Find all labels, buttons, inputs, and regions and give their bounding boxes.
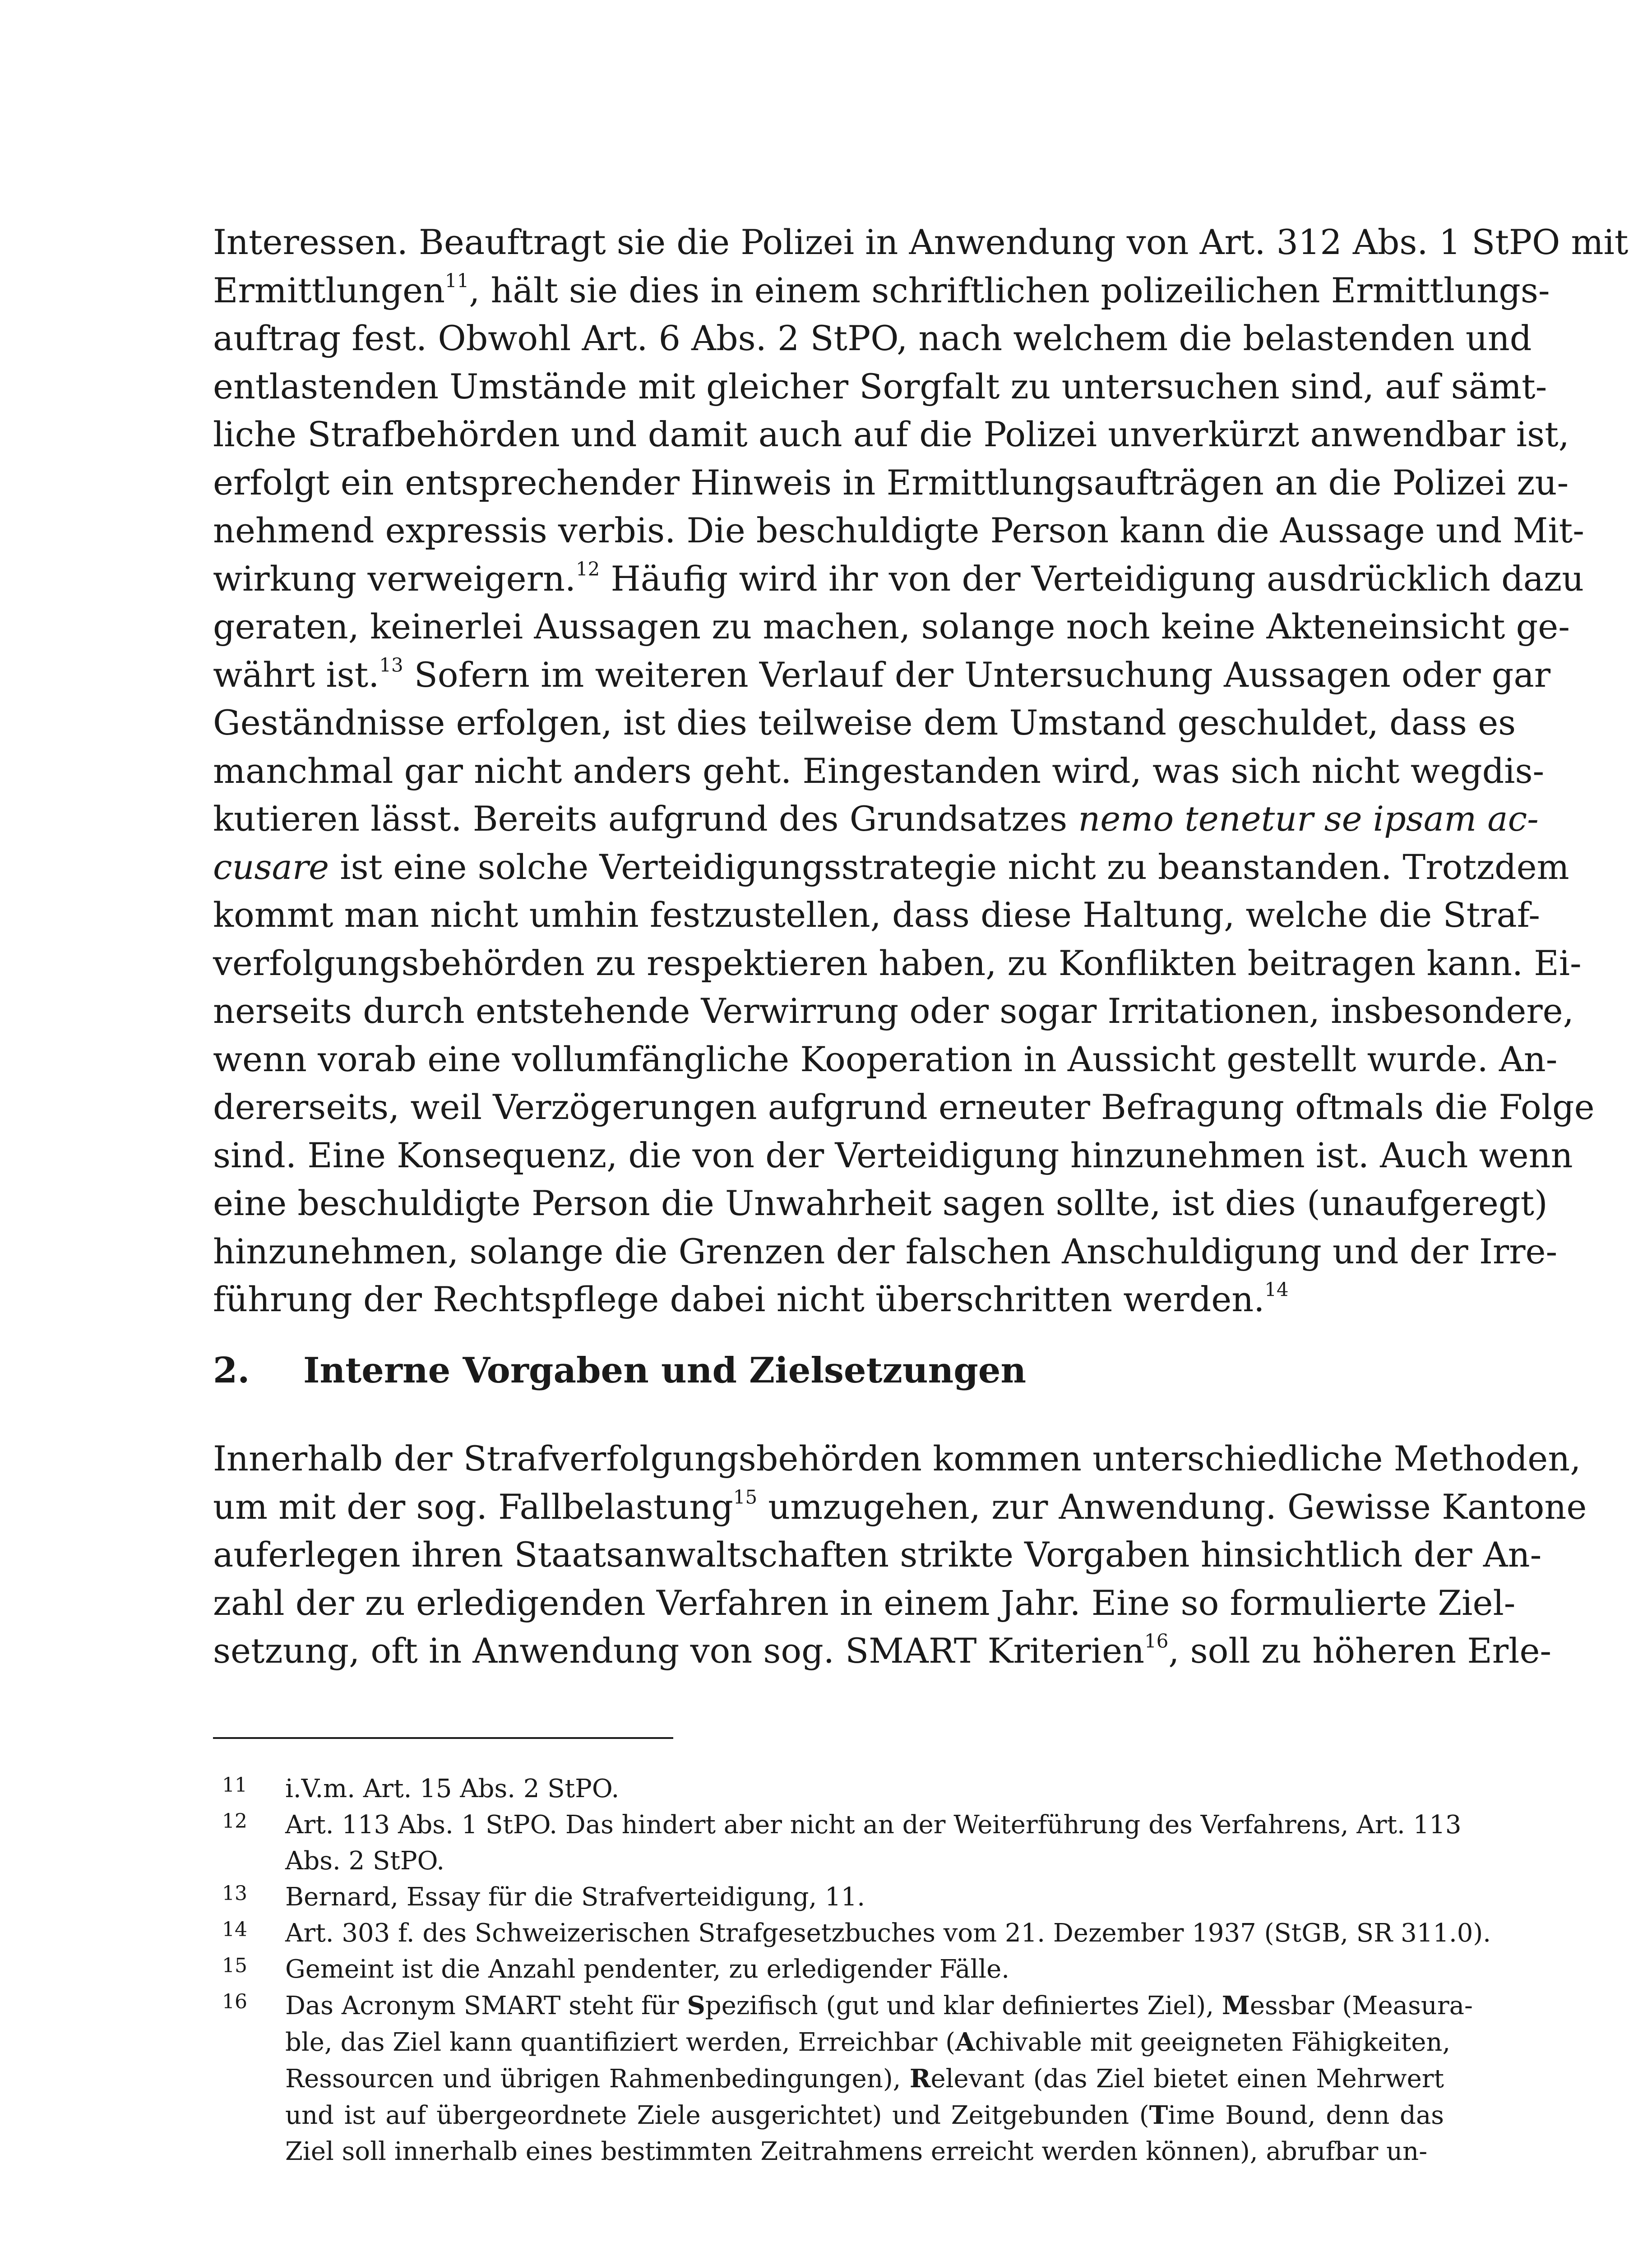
footnote bbox=[213, 1915, 1491, 1951]
bold-letter: M bbox=[1222, 1991, 1250, 2020]
footnote-line bbox=[285, 1988, 1473, 2024]
text-run: führung der Rechtspflege dabei nicht überschritten werden. bbox=[213, 1279, 1265, 1319]
text-line bbox=[213, 1276, 1444, 1324]
footnote-line bbox=[285, 1951, 1444, 1988]
footnote-ref: 12 bbox=[576, 558, 600, 580]
body-paragraph-1 bbox=[213, 218, 1629, 1324]
text-run: wirkung verweigern. bbox=[213, 558, 576, 599]
footnote-number: 15 bbox=[222, 1954, 247, 1977]
text-line bbox=[213, 987, 1574, 1036]
footnote-line bbox=[285, 2134, 1444, 2170]
text-run: verfolgungsbehörden zu respektieren haben, zu Konflikten beitragen kann. Ei- bbox=[213, 943, 1582, 983]
footnote-ref: 13 bbox=[379, 654, 403, 676]
bold-letter: T bbox=[1149, 2100, 1168, 2130]
footnote bbox=[213, 1807, 1462, 1879]
footnote-line bbox=[285, 1807, 1462, 1843]
text-run: zahl der zu erledigenden Verfahren in einem Jahr. Eine so formulierte Ziel- bbox=[213, 1582, 1516, 1623]
text-run: Abs. 2 StPO. bbox=[285, 1846, 445, 1876]
text-run: umzugehen, zur Anwendung. Gewisse Kantone bbox=[757, 1486, 1587, 1527]
text-run: Innerhalb der Strafverfolgungsbehörden kommen unterschiedliche Methoden, bbox=[213, 1438, 1581, 1479]
footnote-number: 12 bbox=[222, 1810, 247, 1833]
text-line bbox=[213, 1531, 1542, 1579]
text-line bbox=[213, 1627, 1552, 1675]
footnote bbox=[213, 1951, 1444, 1988]
text-run: ist eine solche Verteidigungsstrategie nicht zu beanstanden. Trotzdem bbox=[329, 846, 1569, 887]
text-run: i.V.m. Art. 15 Abs. 2 StPO. bbox=[285, 1774, 620, 1803]
text-run: geraten, keinerlei Aussagen zu machen, solange noch keine Akteneinsicht ge- bbox=[213, 606, 1570, 647]
footnote-ref: 11 bbox=[445, 269, 469, 292]
text-line bbox=[213, 1435, 1581, 1483]
text-run: wenn vorab eine vollumfängliche Kooperation in Aussicht gestellt wurde. An- bbox=[213, 1039, 1558, 1079]
text-run: chivable mit geeigneten Fähigkeiten, bbox=[975, 2028, 1451, 2057]
text-line bbox=[213, 363, 1547, 411]
text-run: elevant (das Ziel bietet einen Mehrwert bbox=[930, 2064, 1444, 2094]
body-paragraph-2 bbox=[213, 1435, 1587, 1675]
text-line bbox=[213, 1579, 1516, 1627]
text-line bbox=[213, 603, 1570, 651]
text-line bbox=[213, 1083, 1595, 1132]
footnote-divider bbox=[213, 1737, 673, 1739]
text-line bbox=[213, 1179, 1548, 1228]
text-line bbox=[213, 747, 1545, 795]
text-run: Das Acronym SMART steht für bbox=[285, 1991, 687, 2020]
footnote-line bbox=[285, 1879, 1444, 1915]
footnote-line bbox=[285, 2097, 1444, 2134]
bold-letter: A bbox=[955, 2027, 975, 2057]
text-run: dererseits, weil Verzögerungen aufgrund erneuter Befragung oftmals die Folge bbox=[213, 1087, 1595, 1127]
text-run: währt ist. bbox=[213, 654, 379, 695]
text-run: Ermittlungen bbox=[213, 270, 445, 310]
footnote-number: 14 bbox=[222, 1918, 247, 1941]
text-line bbox=[213, 843, 1569, 892]
text-run: Geständnisse erfolgen, ist dies teilweise dem Umstand geschuldet, dass es bbox=[213, 703, 1516, 743]
text-run: , hält sie dies in einem schriftlichen polizeilichen Ermittlungs- bbox=[469, 270, 1550, 310]
text-line bbox=[213, 1132, 1573, 1180]
text-run: essbar (Measura- bbox=[1249, 1991, 1473, 2020]
text-line bbox=[213, 891, 1540, 939]
text-run: hinzunehmen, solange die Grenzen der falschen Anschuldigung und der Irre- bbox=[213, 1231, 1558, 1271]
text-run: auftrag fest. Obwohl Art. 6 Abs. 2 StPO, nach welchem die belastenden und bbox=[213, 318, 1532, 358]
bold-letter: R bbox=[909, 2064, 931, 2094]
footnote bbox=[213, 1771, 1444, 1807]
text-line bbox=[213, 218, 1629, 267]
text-run: , soll zu höheren Erle- bbox=[1168, 1631, 1552, 1671]
text-run: entlastenden Umstände mit gleicher Sorgfalt zu untersuchen sind, auf sämt- bbox=[213, 366, 1547, 407]
text-line bbox=[213, 411, 1569, 459]
text-line bbox=[213, 1036, 1558, 1084]
text-run: Art. 113 Abs. 1 StPO. Das hindert aber nicht an der Weiterführung des Verfahrens, Art. 113 bbox=[285, 1810, 1462, 1840]
footnote-number: 16 bbox=[222, 1990, 247, 2013]
text-run: nehmend expressis verbis. Die beschuldigte Person kann die Aussage und Mit- bbox=[213, 510, 1584, 550]
text-run: liche Strafbehörden und damit auch auf die Polizei unverkürzt anwendbar ist, bbox=[213, 414, 1569, 454]
text-run: auferlegen ihren Staatsanwaltschaften strikte Vorgaben hinsichtlich der An- bbox=[213, 1535, 1542, 1575]
footnote-line bbox=[285, 2061, 1444, 2097]
text-line bbox=[213, 459, 1569, 507]
text-run: um mit der sog. Fallbelastung bbox=[213, 1486, 733, 1527]
section-heading bbox=[213, 1350, 1026, 1391]
text-run: eine beschuldigte Person die Unwahrheit sagen sollte, ist dies (unaufgeregt) bbox=[213, 1183, 1548, 1223]
text-line bbox=[213, 699, 1516, 747]
footnote-ref: 14 bbox=[1264, 1278, 1289, 1301]
text-line bbox=[213, 1483, 1587, 1531]
footnote-number: 11 bbox=[222, 1774, 247, 1797]
text-run: setzung, oft in Anwendung von sog. SMART Kriterien bbox=[213, 1631, 1145, 1671]
text-run: Ziel soll innerhalb eines bestimmten Zeitrahmens erreicht werden können), abrufbar un- bbox=[285, 2137, 1428, 2166]
bold-letter: S bbox=[687, 1991, 705, 2020]
text-run: sind. Eine Konsequenz, die von der Verteidigung hinzunehmen ist. Auch wenn bbox=[213, 1135, 1573, 1175]
text-run: Art. 303 f. des Schweizerischen Strafgesetzbuches vom 21. Dezember 1937 (StGB, SR 311.0). bbox=[285, 1919, 1491, 1948]
text-run: Interessen. Beauftragt sie die Polizei in Anwendung von Art. 312 Abs. 1 StPO mit bbox=[213, 222, 1629, 262]
text-line bbox=[213, 1228, 1558, 1276]
footnote-ref: 16 bbox=[1144, 1630, 1169, 1652]
text-run: pezifisch (gut und klar definiertes Ziel), bbox=[705, 1991, 1222, 2020]
footnote-line bbox=[285, 1915, 1491, 1951]
italic-text: nemo tenetur se ipsam ac- bbox=[1078, 799, 1539, 839]
text-run: Ressourcen und übrigen Rahmenbedingungen), bbox=[285, 2064, 910, 2094]
text-run: manchmal gar nicht anders geht. Eingestanden wird, was sich nicht wegdis- bbox=[213, 750, 1545, 791]
text-run: Sofern im weiteren Verlauf der Untersuchung Aussagen oder gar bbox=[403, 654, 1551, 695]
text-line bbox=[213, 795, 1539, 843]
footnote-number: 13 bbox=[222, 1882, 247, 1905]
text-line bbox=[213, 267, 1550, 315]
text-line bbox=[213, 507, 1584, 555]
text-line bbox=[213, 651, 1551, 699]
footnote bbox=[213, 1879, 1444, 1915]
text-run: Gemeint ist die Anzahl pendenter, zu erledigender Fälle. bbox=[285, 1955, 1010, 1984]
text-line bbox=[213, 555, 1584, 603]
section-title: Interne Vorgaben und Zielsetzungen bbox=[303, 1350, 1027, 1391]
text-run: ime Bound, denn das bbox=[1168, 2101, 1444, 2130]
text-line bbox=[213, 314, 1532, 363]
footnote-line bbox=[285, 1843, 1444, 1879]
text-line bbox=[213, 939, 1582, 988]
section-number: 2. bbox=[213, 1350, 250, 1391]
text-run: ble, das Ziel kann quantifiziert werden, Erreichbar ( bbox=[285, 2028, 956, 2057]
text-run: Häufig wird ihr von der Verteidigung ausdrücklich dazu bbox=[600, 558, 1584, 599]
footnotes bbox=[213, 1771, 1491, 2170]
text-run: erfolgt ein entsprechender Hinweis in Ermittlungsaufträgen an die Polizei zu- bbox=[213, 462, 1569, 503]
footnote-line bbox=[285, 2024, 1451, 2061]
text-run: nerseits durch entstehende Verwirrung oder sogar Irritationen, insbesondere, bbox=[213, 991, 1574, 1031]
footnote bbox=[213, 1988, 1473, 2170]
italic-text: cusare bbox=[213, 846, 329, 887]
text-run: kommt man nicht umhin festzustellen, dass diese Haltung, welche die Straf- bbox=[213, 895, 1540, 935]
footnote-line bbox=[285, 1771, 1444, 1807]
text-run: Bernard, Essay für die Strafverteidigung, 11. bbox=[285, 1882, 865, 1912]
text-run: kutieren lässt. Bereits aufgrund des Grundsatzes bbox=[213, 799, 1078, 839]
footnote-ref: 15 bbox=[733, 1486, 758, 1508]
text-run: und ist auf übergeordnete Ziele ausgerichtet) und Zeitgebunden ( bbox=[285, 2101, 1149, 2130]
